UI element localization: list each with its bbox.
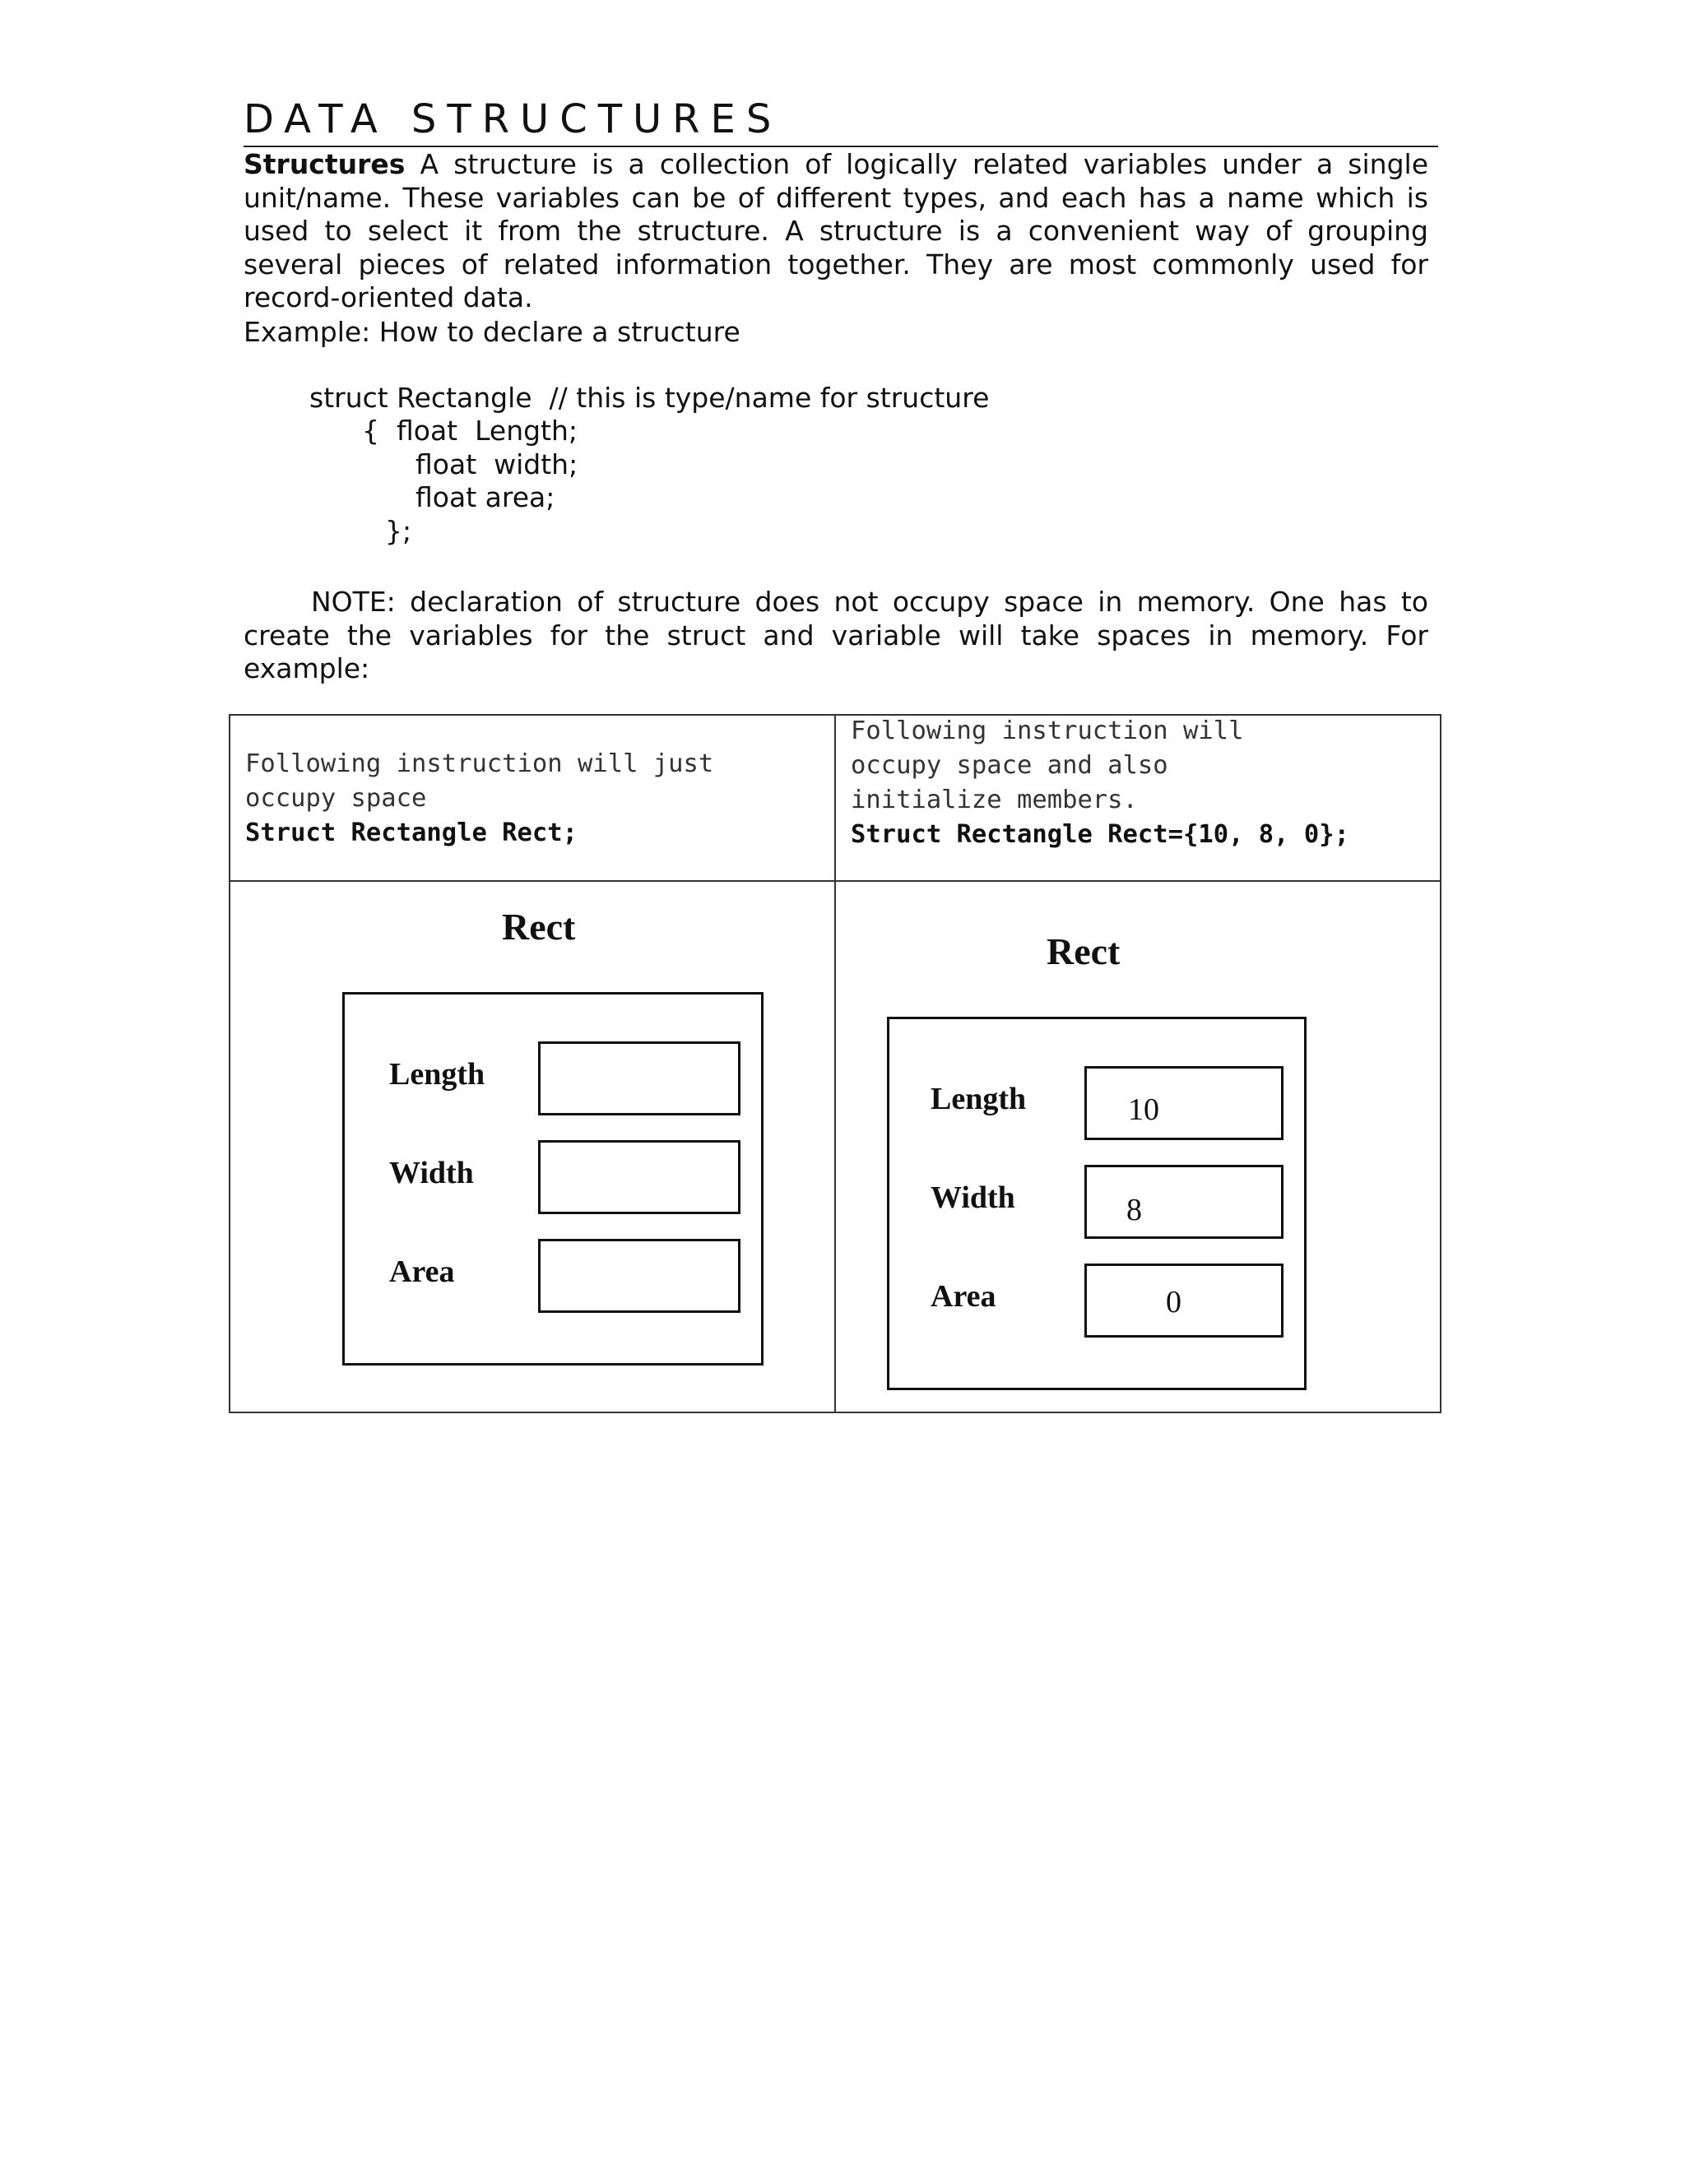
right-instruction-line-2: occupy space and also <box>851 751 1168 780</box>
table-divider-horizontal <box>230 880 1440 882</box>
intro-text: A structure is a collection of logically related variables under a single unit/name. These variables can be of different types, and each has a name which is used to select it from the structure. A structure is a convenient way of grouping several pieces of related information together. They are most commonly used for record-oriented data. <box>244 148 1428 313</box>
example-line: Example: How to declare a structure <box>244 316 740 348</box>
code-line-5: }; <box>385 515 412 547</box>
page-title: DATA STRUCTURES <box>244 95 1438 147</box>
intro-paragraph <box>244 148 1428 315</box>
note-paragraph <box>244 586 1428 686</box>
left-field-box-length <box>538 1041 740 1115</box>
left-field-box-width <box>538 1140 740 1214</box>
table-divider-vertical <box>834 716 836 1412</box>
right-instruction-line-3: initialize members. <box>851 786 1138 814</box>
right-field-box-width: 8 <box>1084 1165 1283 1239</box>
right-field-box-length: 10 <box>1084 1066 1283 1140</box>
right-field-label-area: Area <box>931 1279 996 1314</box>
left-instruction-line-2: occupy space <box>245 784 427 813</box>
left-instruction-cell <box>245 747 713 851</box>
comparison-table <box>229 714 1441 1413</box>
note-text: NOTE: declaration of structure does not occupy space in memory. One has to create the variables for the struct and variable will take spaces in memory. For example: <box>244 586 1428 684</box>
right-instruction-code: Struct Rectangle Rect={10, 8, 0}; <box>851 820 1349 849</box>
left-instruction-line-1: Following instruction will just <box>245 749 714 778</box>
left-instruction-code: Struct Rectangle Rect; <box>245 818 578 847</box>
left-struct-title: Rect <box>502 906 576 948</box>
code-line-4: float area; <box>415 481 555 513</box>
right-struct-title: Rect <box>1047 930 1121 972</box>
right-instruction-cell <box>851 714 1349 852</box>
right-field-label-width: Width <box>931 1180 1015 1215</box>
right-field-label-length: Length <box>931 1082 1027 1116</box>
right-field-box-area: 0 <box>1084 1264 1283 1338</box>
intro-term: Structures <box>244 148 406 180</box>
left-field-label-length: Length <box>389 1057 485 1092</box>
code-line-1: struct Rectangle // this is type/name for structure <box>309 382 990 414</box>
code-line-2: { float Length; <box>362 415 578 447</box>
code-line-3: float width; <box>415 448 578 480</box>
left-field-label-area: Area <box>389 1254 455 1289</box>
right-instruction-line-1: Following instruction will <box>851 716 1244 745</box>
left-field-label-width: Width <box>389 1156 474 1190</box>
left-field-box-area <box>538 1239 740 1313</box>
